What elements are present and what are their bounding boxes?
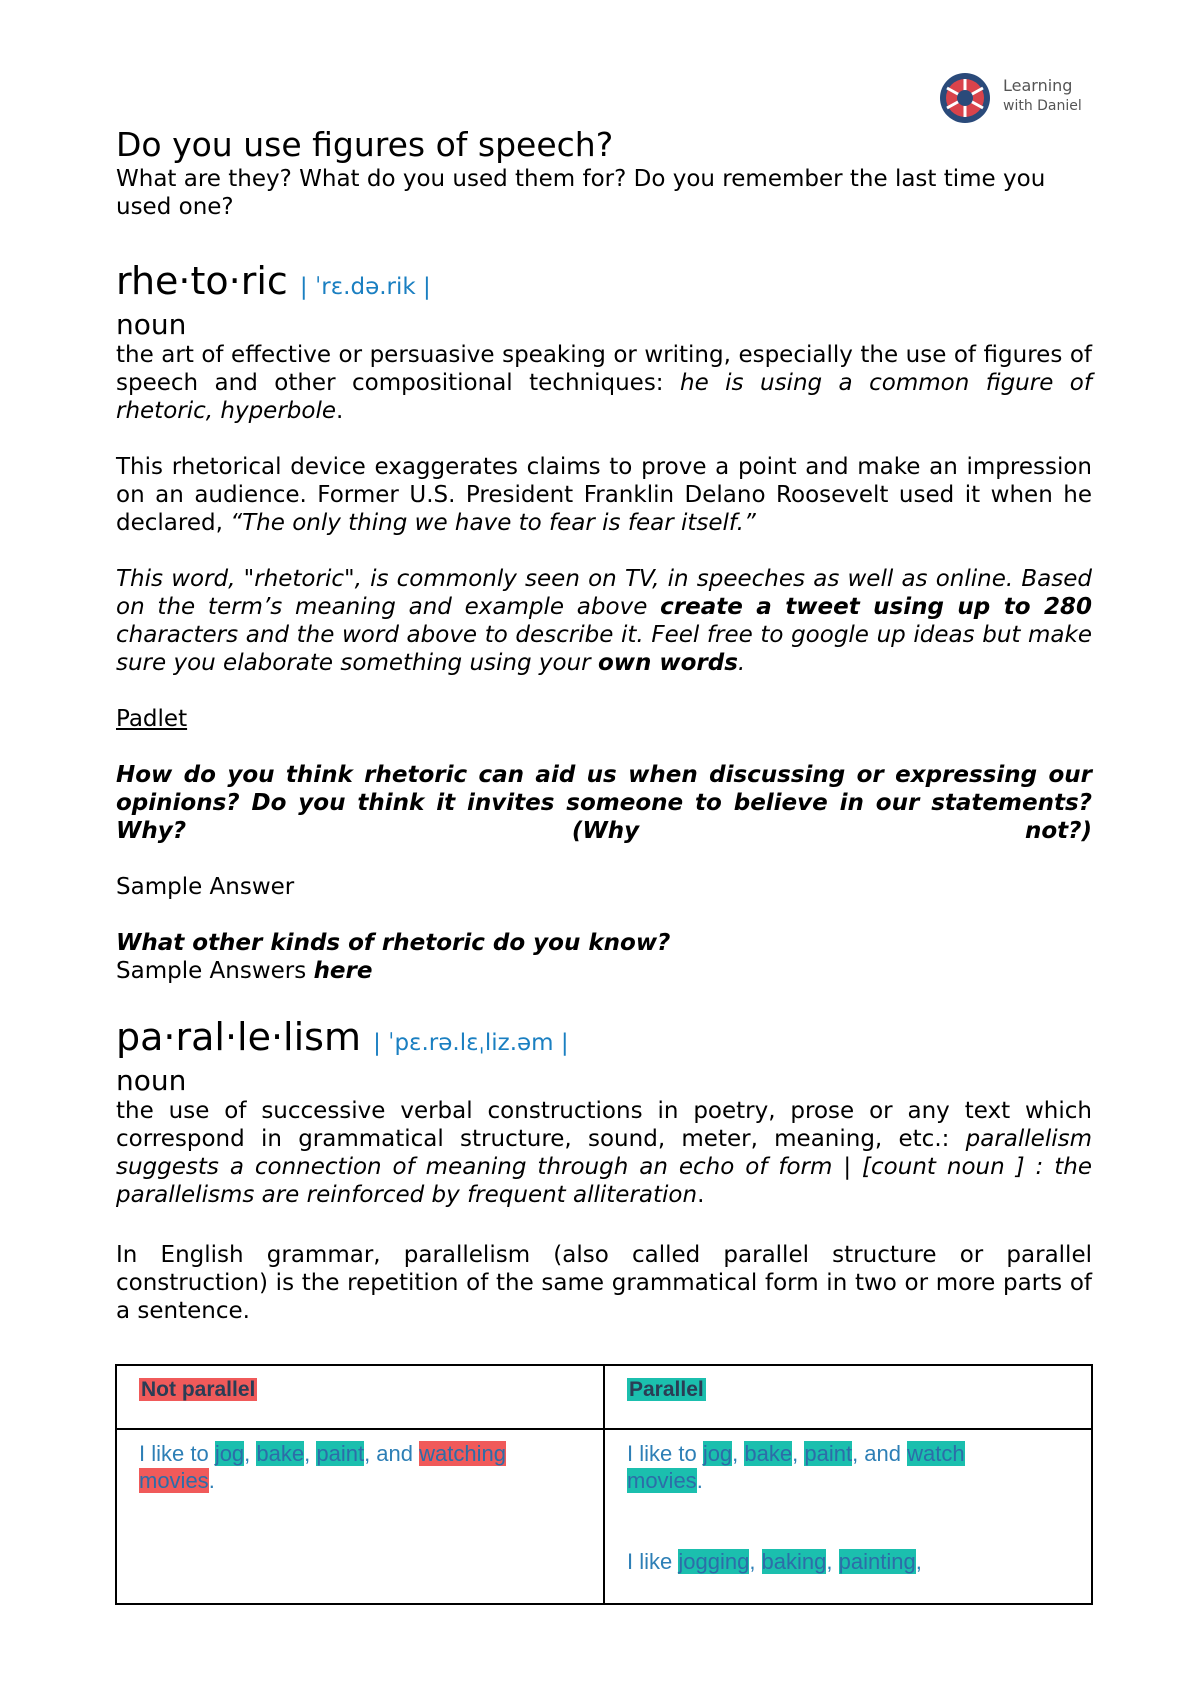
p-sep-1: ,: [732, 1441, 745, 1466]
table-row: [116, 1429, 1092, 1604]
rhetoric-part-of-speech: noun: [116, 308, 187, 341]
np-word-watching: watching: [419, 1441, 506, 1466]
parallelism-example-end: .: [697, 1182, 705, 1208]
p2-sep-2: ,: [826, 1549, 839, 1574]
question-1-why: Why?: [116, 818, 187, 844]
rhetoric-headword: [116, 259, 1092, 309]
document-body: [116, 125, 1092, 1325]
question-1-why-not-a: (Why: [571, 818, 640, 844]
p-word-movies: movies: [627, 1468, 697, 1493]
rhetoric-example: he is using a common figure of rhetoric, hyperbole: [116, 370, 1092, 424]
rhetoric-explanation-text: This rhetorical device exaggerates claims to prove a point and make an impression on an audience. Former U.S. President Franklin Delano Roosevelt used it when he declared,: [116, 454, 1092, 536]
sample-answer-label[interactable]: Sample Answer: [116, 874, 295, 900]
not-parallel-header-cell: [116, 1365, 604, 1429]
p2-word-baking: baking: [761, 1549, 827, 1574]
p2-word-painting: painting: [838, 1549, 916, 1574]
p-end: .: [696, 1468, 703, 1493]
sample-answers-here-link[interactable]: here: [313, 958, 373, 984]
np-word-paint: paint: [316, 1441, 365, 1466]
parallelism-definition-text: the use of successive verbal constructions in poetry, prose or any text which correspond in grammatical structure, sound, meter, meaning, etc.:: [116, 1098, 1092, 1152]
sample-answers-line: [116, 957, 1092, 985]
p-sep-2: ,: [792, 1441, 805, 1466]
parallelism-example: parallelism suggests a connection of meaning through an echo of form | [count noun ] : the parallelisms are reinforced by frequent alliteration: [116, 1126, 1092, 1208]
padlet-link[interactable]: Padlet: [116, 706, 188, 732]
parallelism-headword: [116, 1015, 1092, 1065]
page-title: Do you use figures of speech?: [116, 125, 614, 164]
np-sep-1: ,: [244, 1441, 257, 1466]
p-text-0: I like to: [627, 1441, 703, 1466]
np-word-bake: bake: [256, 1441, 305, 1466]
tweet-task-text-1: This word, "rhetoric", is commonly seen on TV, in speeches as well as online. Based on the term’s meaning and example above: [116, 566, 1092, 620]
np-word-movies: movies: [139, 1468, 209, 1493]
rhetoric-example-end: .: [336, 398, 344, 424]
p2-text-0: I like: [627, 1549, 679, 1574]
question-1-text: How do you think rhetoric can aid us when discussing or expressing our opinions? Do you think it invites someone to believe in our statements?: [116, 762, 1092, 816]
sample-answers-prefix: Sample Answers: [116, 958, 314, 984]
tweet-task-text-2: characters and the word above to describe it. Feel free to google up ideas but make sure you elaborate something using your: [116, 622, 1092, 676]
parallel-example-cell: [604, 1429, 1092, 1604]
np-text-0: I like to: [139, 1441, 215, 1466]
tweet-task-bold-1: create a tweet using up to 280: [660, 594, 1093, 620]
parallelism-pronunciation: | ˈpɛ.rə.lɛˌliz.əm |: [373, 1030, 569, 1056]
p2-sep-3: ,: [915, 1549, 922, 1574]
question-1-why-not-b: not?): [1024, 818, 1092, 844]
parallelism-part-of-speech: noun: [116, 1064, 187, 1097]
not-parallel-example-cell: [116, 1429, 604, 1604]
logo-line-2: with Daniel: [1003, 98, 1082, 114]
discussion-question-2: What other kinds of rhetoric do you know?: [116, 930, 671, 956]
p-word-bake: bake: [744, 1441, 793, 1466]
rhetoric-explanation: [116, 453, 1092, 537]
p-word-watch: watch: [907, 1441, 965, 1466]
np-end: .: [208, 1468, 215, 1493]
parallelism-explanation: In English grammar, parallelism (also called parallel structure or parallel construction) is the repetition of the same grammatical form in two or more parts of a sentence.: [116, 1242, 1092, 1324]
tweet-task-end: .: [737, 650, 746, 676]
np-sep-2: ,: [304, 1441, 317, 1466]
rhetoric-definition: [116, 341, 1092, 425]
parallel-header-cell: [604, 1365, 1092, 1429]
np-sep-3: , and: [364, 1441, 420, 1466]
parallel-header: Parallel: [629, 1378, 704, 1401]
learning-with-daniel-logo: [937, 70, 1117, 130]
parallelism-definition: [116, 1097, 1092, 1209]
rhetoric-definition-text: the art of effective or persuasive speaking or writing, especially the use of figures of speech and other compositional techniques:: [116, 342, 1092, 396]
p-word-paint: paint: [804, 1441, 853, 1466]
p-word-jog: jog: [702, 1441, 733, 1466]
p-sep-3: , and: [852, 1441, 908, 1466]
tweet-task: [116, 565, 1092, 677]
rhetoric-word: rhe·to·ric: [116, 259, 288, 303]
logo-text: [1003, 76, 1082, 116]
logo-globe-icon: [937, 70, 993, 126]
rhetoric-pronunciation: | ˈrɛ.də.rik |: [299, 274, 431, 300]
p2-sep-1: ,: [749, 1549, 762, 1574]
discussion-question-1: [116, 761, 1092, 845]
roosevelt-quote: “The only thing we have to fear is fear itself.”: [230, 510, 756, 536]
tweet-task-bold-2: own words: [597, 650, 738, 676]
p2-word-jogging: jogging: [678, 1549, 750, 1574]
parallelism-word: pa·ral·le·lism: [116, 1015, 361, 1059]
logo-line-1: Learning: [1003, 76, 1073, 95]
not-parallel-header: Not parallel: [141, 1378, 256, 1401]
parallelism-comparison-table: [115, 1364, 1093, 1605]
table-header-row: [116, 1365, 1092, 1429]
intro-questions: What are they? What do you used them for? Do you remember the last time you used one?: [116, 166, 1046, 220]
np-word-jog: jog: [214, 1441, 245, 1466]
